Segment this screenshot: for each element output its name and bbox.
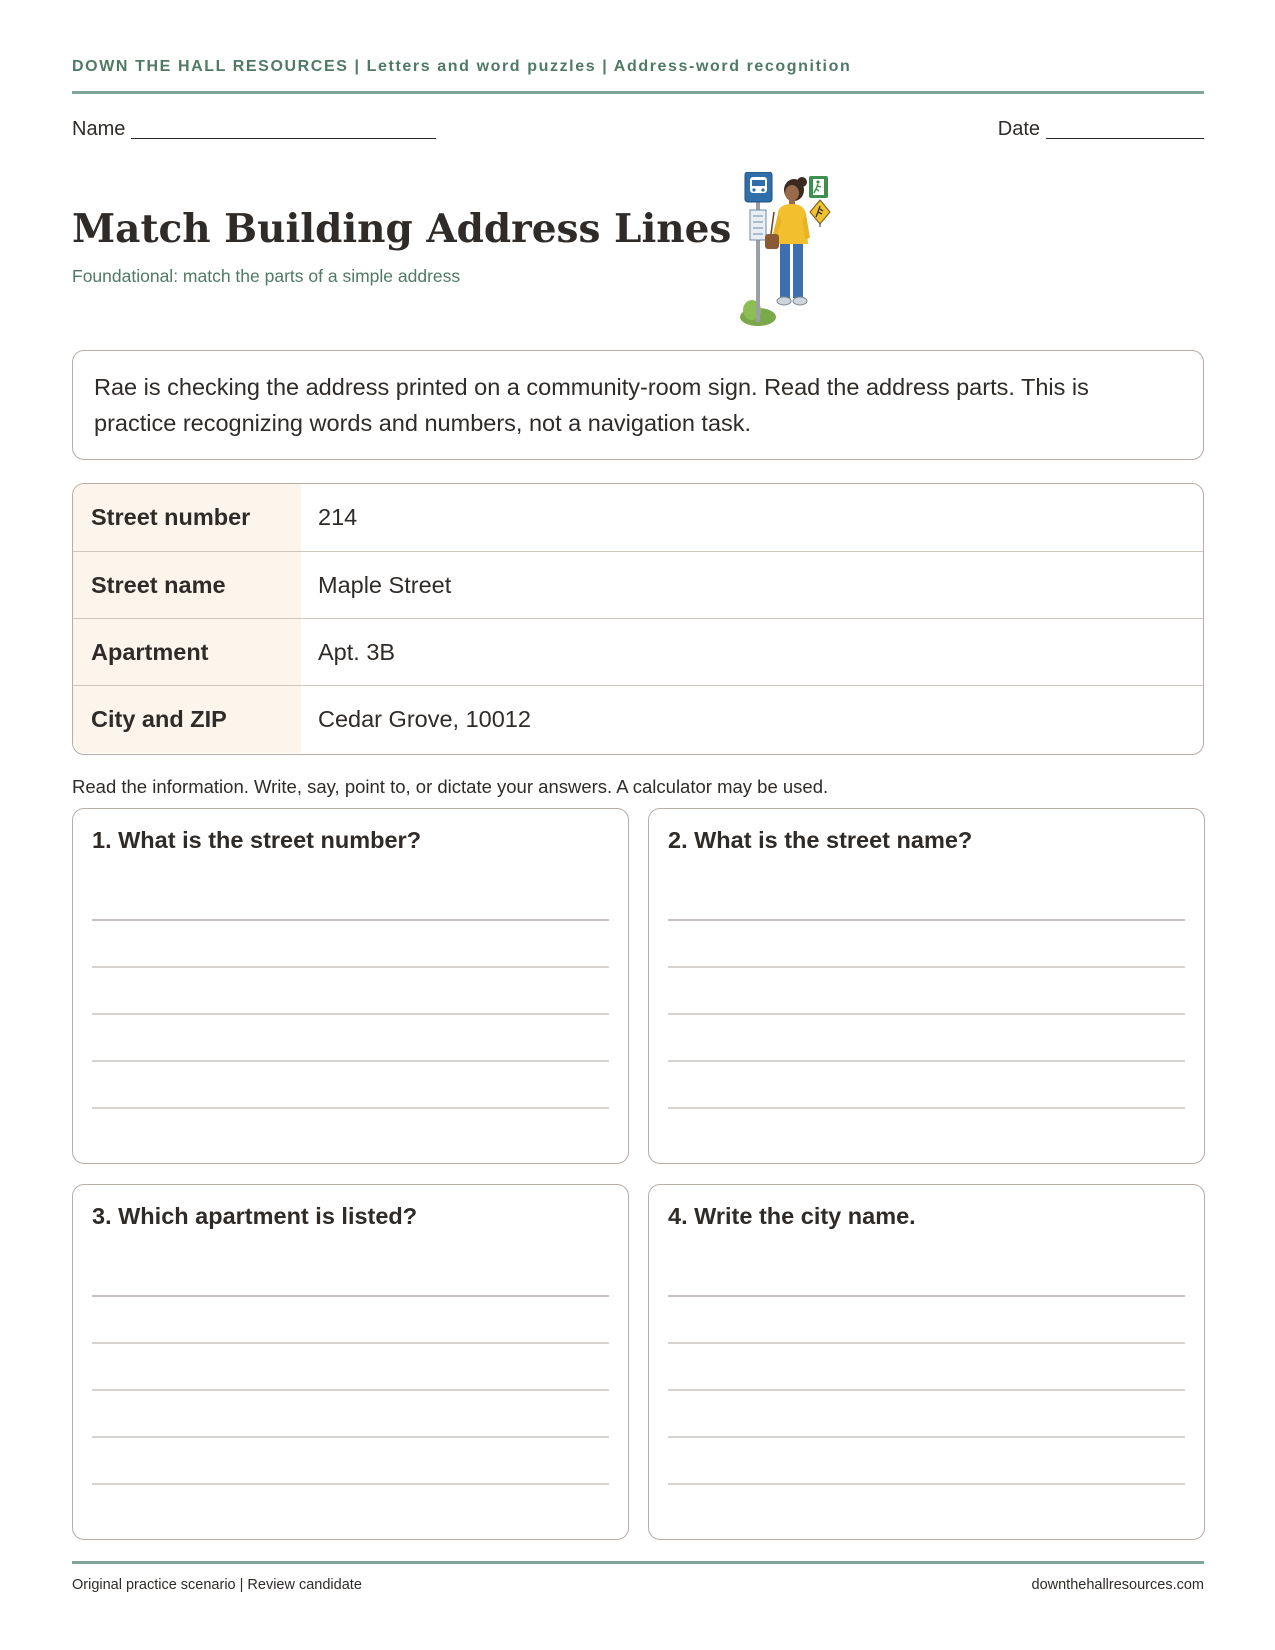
instructions-text: Read the information. Write, say, point to, or dictate your answers. A calculator may be used. [72, 776, 829, 797]
answer-line[interactable] [92, 1483, 609, 1485]
question-text: 1. What is the street number? [92, 827, 422, 853]
address-label: Street number [73, 484, 301, 551]
answer-line[interactable] [668, 1342, 1185, 1344]
footer-divider [72, 1561, 1204, 1564]
answer-line[interactable] [92, 1342, 609, 1344]
bus-stop-sign-icon [745, 172, 772, 202]
page-title: Match Building Address Lines [72, 206, 732, 252]
question-text: 2. What is the street name? [668, 827, 973, 853]
header-divider [72, 91, 1204, 94]
girl-at-bus-stop-illustration [738, 172, 848, 327]
page-subtitle: Foundational: match the parts of a simple address [72, 266, 461, 286]
worksheet-page [72, 0, 1204, 1650]
exit-sign-icon [809, 176, 828, 198]
answer-line[interactable] [668, 1107, 1185, 1109]
answer-line[interactable] [92, 1013, 609, 1015]
answer-line[interactable] [92, 1295, 609, 1297]
address-value: 214 [318, 504, 358, 530]
question-box-2 [648, 808, 1205, 1164]
answer-line[interactable] [92, 1060, 609, 1062]
scenario-text: Rae is checking the address printed on a community-room sign. Read the address parts. This is practice recognizing words and numbers, not a navigation task. [94, 374, 1089, 436]
answer-line[interactable] [668, 1295, 1185, 1297]
address-row-city-zip [73, 685, 1203, 753]
date-field [998, 118, 1204, 141]
answer-line[interactable] [92, 919, 609, 921]
question-box-3 [72, 1184, 629, 1540]
footer-note: Original practice scenario | Review candidate [72, 1577, 362, 1593]
date-label: Date [997, 118, 1040, 140]
answer-line[interactable] [92, 1107, 609, 1109]
question-box-4 [648, 1184, 1205, 1540]
answer-line[interactable] [668, 1436, 1185, 1438]
scenario-box [72, 350, 1204, 460]
address-label: Street name [73, 552, 301, 619]
name-label: Name [72, 118, 126, 140]
address-value: Apt. 3B [318, 639, 396, 665]
question-box-1 [72, 808, 629, 1164]
answer-line[interactable] [668, 919, 1185, 921]
date-write-line[interactable] [1046, 118, 1204, 139]
answer-line[interactable] [668, 1060, 1185, 1062]
address-row-street-number [73, 484, 1203, 551]
name-field [72, 118, 436, 141]
address-row-street-name [73, 551, 1203, 619]
question-text: 4. Write the city name. [668, 1203, 916, 1229]
answer-line[interactable] [668, 1483, 1185, 1485]
name-write-line[interactable] [131, 118, 436, 139]
footer-website[interactable]: downthehallresources.com [1031, 1577, 1204, 1593]
pedestrian-crossing-sign-icon [810, 200, 830, 227]
answer-line[interactable] [92, 1436, 609, 1438]
address-label: City and ZIP [73, 686, 301, 753]
address-value: Maple Street [318, 572, 452, 598]
page-header: DOWN THE HALL RESOURCES | Letters and word puzzles | Address-word recognition [72, 58, 852, 75]
address-label: Apartment [73, 619, 301, 686]
answer-line[interactable] [668, 1389, 1185, 1391]
answer-line[interactable] [668, 966, 1185, 968]
answer-line[interactable] [668, 1013, 1185, 1015]
address-value: Cedar Grove, 10012 [318, 706, 531, 732]
answer-line[interactable] [92, 1389, 609, 1391]
answer-line[interactable] [92, 966, 609, 968]
question-text: 3. Which apartment is listed? [92, 1203, 418, 1229]
address-row-apartment [73, 618, 1203, 686]
address-table [72, 483, 1204, 755]
